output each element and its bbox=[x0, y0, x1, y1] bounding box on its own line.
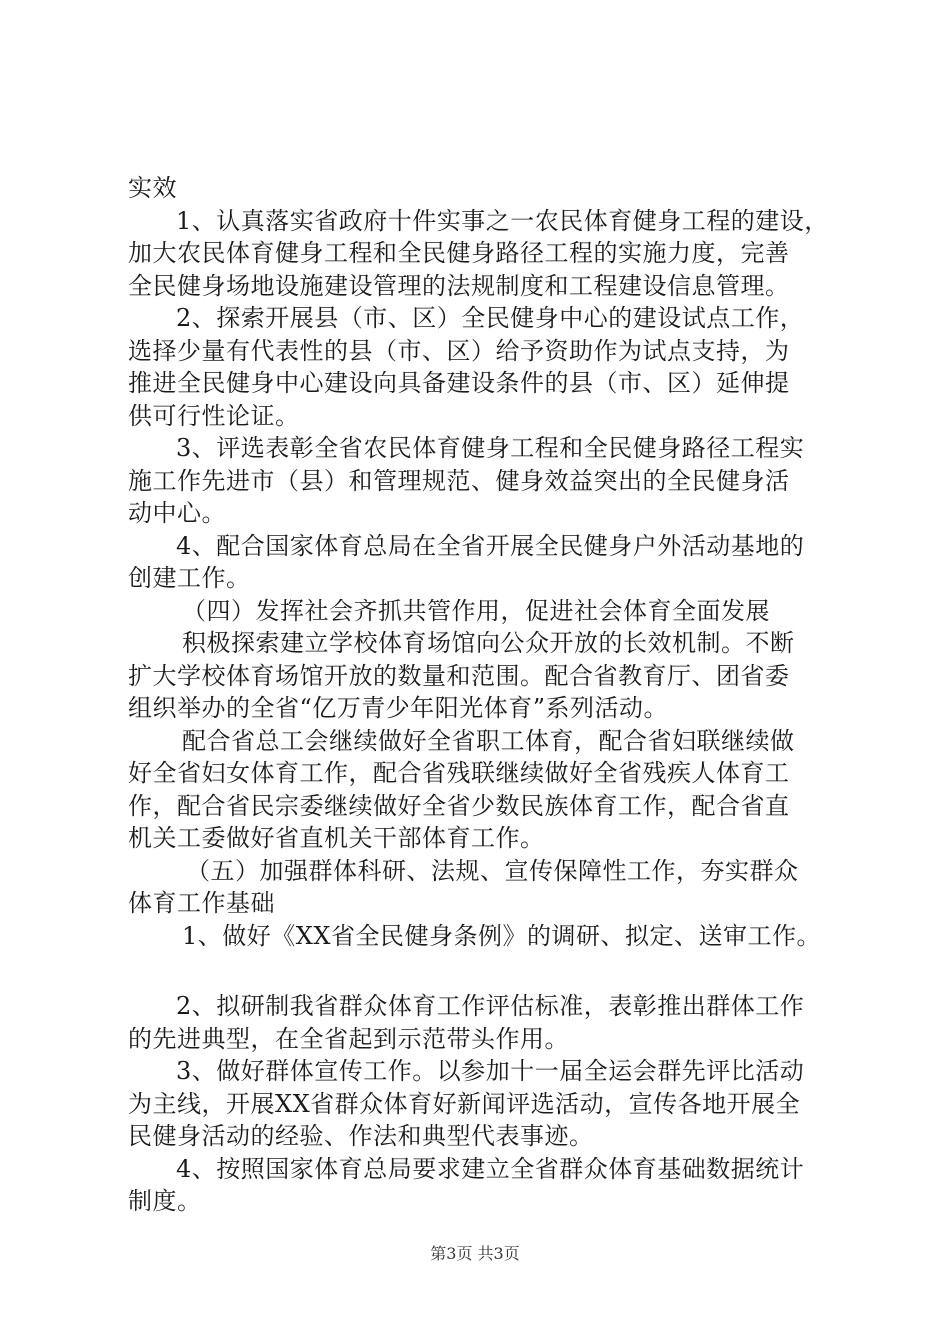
text-line: 民健身活动的经验、作法和典型代表事迹。 bbox=[128, 1122, 594, 1150]
list-item-2-line: 2、拟研制我省群众体育工作评估标准，表彰推出群体工作 bbox=[176, 992, 805, 1020]
text-line: 施工作先进市（县）和管理规范、健身效益突出的全民健身活 bbox=[128, 466, 790, 495]
text-line: 制度。 bbox=[128, 1187, 202, 1215]
page-number-label: 第3页 共3页 bbox=[430, 1244, 520, 1263]
document-body bbox=[128, 172, 838, 1218]
text-line: 动中心。 bbox=[128, 499, 226, 527]
list-item-3-line: 3、做好群体宣传工作。以参加十一届全运会群先评比活动 bbox=[176, 1057, 805, 1085]
section-heading-4: （四）发挥社会齐抓共管作用，促进社会体育全面发展 bbox=[182, 596, 770, 625]
text-line: 机关工委做好省直机关干部体育工作。 bbox=[128, 824, 545, 852]
list-item-4-line: 4、按照国家体育总局要求建立全省群众体育基础数据统计 bbox=[176, 1154, 805, 1183]
list-item-4-line: 4、配合国家体育总局在全省开展全民健身户外活动基地的 bbox=[176, 531, 805, 560]
text-line: 选择少量有代表性的县（市、区）给予资助作为试点支持，为 bbox=[128, 336, 790, 365]
text-line: 好全省妇女体育工作，配合省残联继续做好全省残疾人体育工 bbox=[128, 759, 790, 787]
text-line: 组织举办的全省“亿万青少年阳光体育”系列活动。 bbox=[128, 694, 669, 722]
text-line: 加大农民体育健身工程和全民健身路径工程的实施力度，完善 bbox=[128, 239, 790, 267]
paragraph-line: 配合省总工会继续做好全省职工体育，配合省妇联继续做 bbox=[182, 726, 795, 755]
text-line: 全民健身场地设施建设管理的法规制度和工程建设信息管理。 bbox=[128, 271, 790, 300]
text-line: 供可行性论证。 bbox=[128, 401, 300, 430]
text-line: 创建工作。 bbox=[128, 564, 251, 592]
text-line: 扩大学校体育场馆开放的数量和范围。配合省教育厅、团省委 bbox=[128, 661, 790, 690]
blank-gap bbox=[128, 952, 838, 990]
text-line: 实效 bbox=[128, 174, 177, 202]
page-footer bbox=[0, 1244, 950, 1264]
text-line: 推进全民健身中心建设向具备建设条件的县（市、区）延伸提 bbox=[128, 369, 790, 397]
text-line: 为主线，开展XX省群众体育好新闻评选活动，宣传各地开展全 bbox=[128, 1089, 801, 1118]
list-item-3-line: 3、评选表彰全省农民体育健身工程和全民健身路径工程实 bbox=[176, 434, 805, 462]
text-line: 作，配合省民宗委继续做好全省少数民族体育工作，配合省直 bbox=[128, 791, 790, 820]
list-item-1-line: 1、认真落实省政府十件实事之一农民体育健身工程的建设， bbox=[176, 206, 829, 235]
section-heading-5: （五）加强群体科研、法规、宣传保障性工作，夯实群众 bbox=[186, 856, 799, 885]
text-line: 体育工作基础 bbox=[128, 889, 275, 917]
list-item-1-line: 1、做好《XX省全民健身条例》的调研、拟定、送审工作。 bbox=[182, 921, 821, 950]
paragraph-line: 积极探索建立学校体育场馆向公众开放的长效机制。不断 bbox=[182, 629, 795, 657]
text-line: 的先进典型，在全省起到示范带头作用。 bbox=[128, 1024, 569, 1053]
list-item-2-line: 2、探索开展县（市、区）全民健身中心的建设试点工作， bbox=[176, 304, 805, 332]
